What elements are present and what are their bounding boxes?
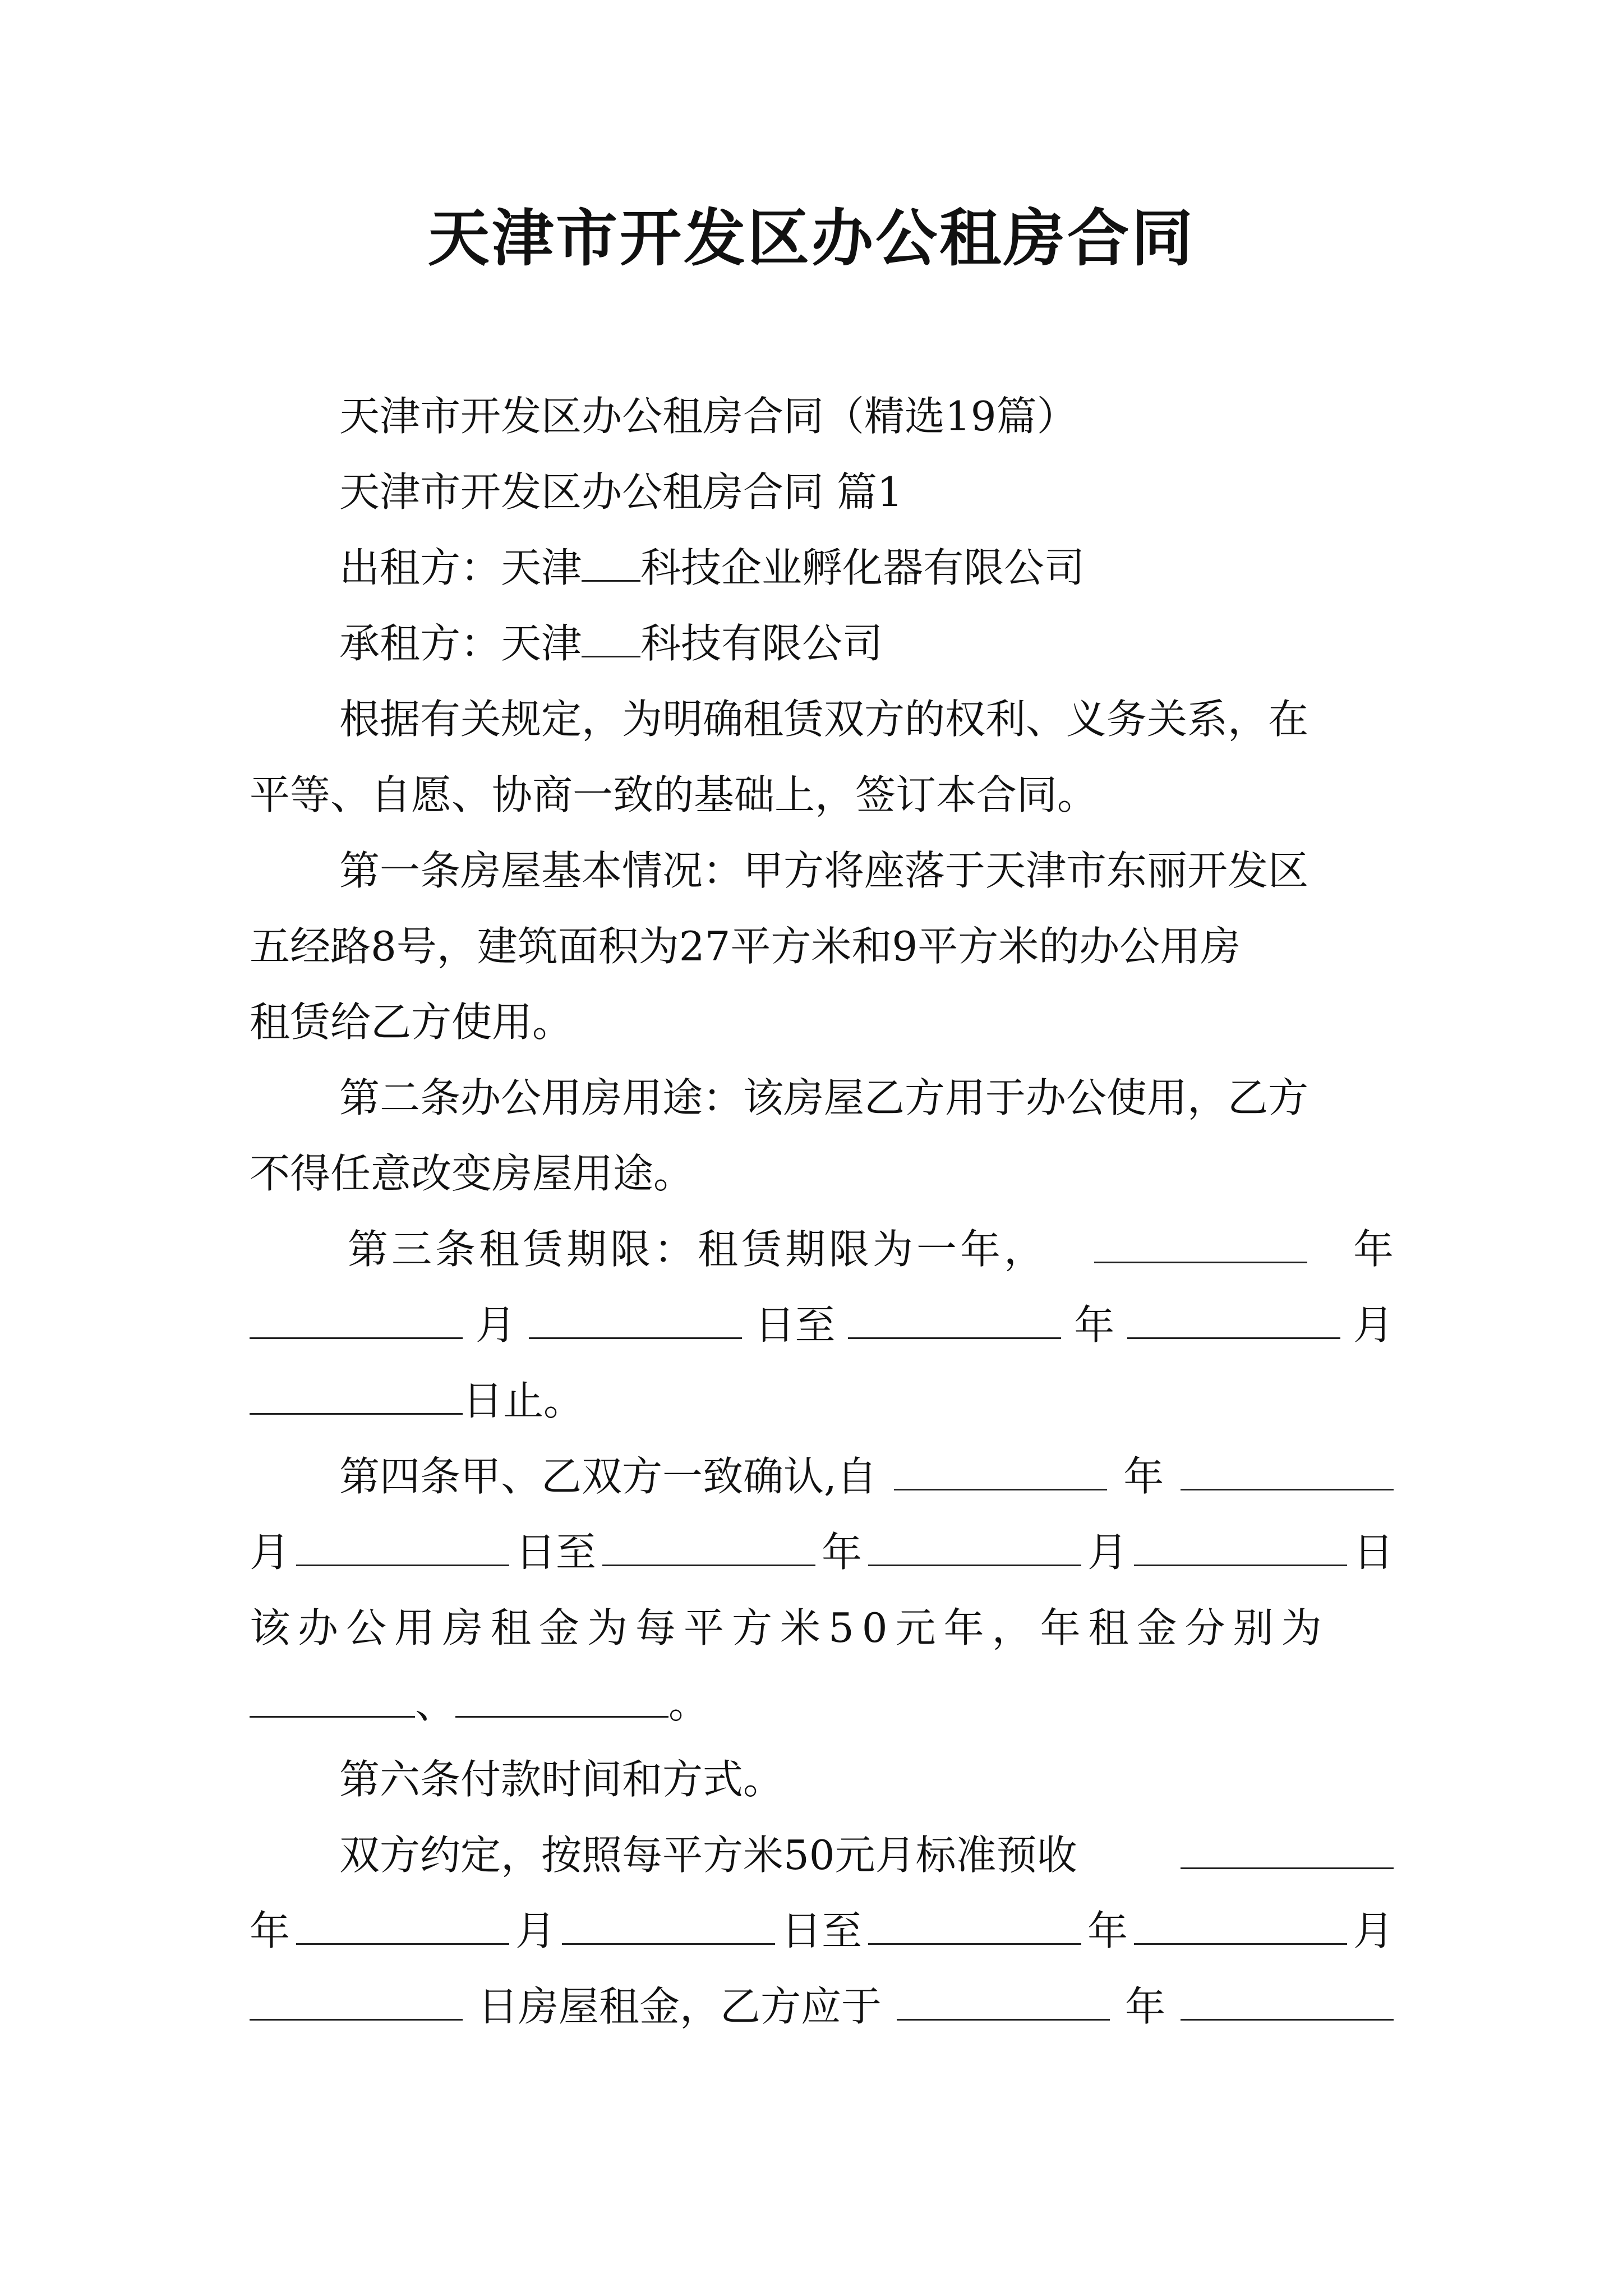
rent-end-month-blank (868, 1525, 1081, 1566)
prepay-end-month-blank (1134, 1904, 1347, 1945)
annual-rent-2-blank (455, 1677, 668, 1718)
rent-end-day-blank (1134, 1525, 1347, 1566)
rent-end-year-blank (602, 1525, 815, 1566)
lessor-line: 出租方：天津 科技企业孵化器有限公司 (250, 540, 1394, 596)
article4-line-1: 第四条甲、乙双方一致确认,自 年 (250, 1448, 1394, 1504)
article1-line-1: 第一条房屋基本情况：甲方将座落于天津市东丽开发区 (339, 847, 1309, 894)
prepay-start-month-blank (562, 1904, 775, 1945)
prepay-start-year-blank (296, 1904, 509, 1945)
annual-rent-1-blank (250, 1677, 415, 1718)
article3-line-2: 月 日至 年 月 (250, 1297, 1394, 1353)
end-month-blank (1127, 1298, 1340, 1339)
article6-title: 第六条付款时间和方式。 (339, 1756, 784, 1803)
lessee-name-blank (582, 616, 640, 657)
article1-line-3: 租赁给乙方使用。 (250, 999, 573, 1046)
article6-line-3: 日房屋租金，乙方应于 年 (250, 1978, 1394, 2035)
article2-line-2: 不得任意改变房屋用途。 (250, 1150, 694, 1197)
article6-line-1: 双方约定，按照每平方米50元月标准预收 (250, 1827, 1394, 1883)
end-day-blank (250, 1374, 463, 1415)
lessee-line: 承租方：天津 科技有限公司 (250, 615, 1394, 671)
intro-line-2: 平等、自愿、协商一致的基础上，签订本合同。 (250, 771, 1098, 818)
pay-month-blank (1181, 1980, 1394, 2021)
article4-line-4: 、 。 (250, 1676, 1394, 1732)
start-year-blank (1094, 1222, 1307, 1263)
start-month-blank (250, 1298, 463, 1339)
end-year-blank (848, 1298, 1061, 1339)
document-title: 天津市开发区办公租房合同 (428, 202, 1195, 274)
rent-start-day-blank (296, 1525, 509, 1566)
prepay-end-day-blank (250, 1980, 463, 2021)
lessor-name-blank (582, 541, 640, 582)
article1-line-2: 五经路8号，建筑面积为27平方米和9平方米的办公用房 (250, 923, 1241, 970)
article3-line-1: 第三条租赁期限：租赁期限为一年， 年 (250, 1221, 1394, 1277)
article2-line-1: 第二条办公用房用途：该房屋乙方用于办公使用，乙方 (339, 1074, 1309, 1121)
article6-line-2: 年 月 日至 年 月 (250, 1903, 1394, 1959)
article4-line-2: 月 日至 年 月 日 (250, 1524, 1394, 1580)
intro-line-1: 根据有关规定，为明确租赁双方的权利、义务关系，在 (339, 696, 1309, 743)
collection-line: 天津市开发区办公租房合同（精选19篇） (339, 393, 1077, 440)
start-day-blank (529, 1298, 742, 1339)
prepay-end-year-blank (868, 1904, 1081, 1945)
article4-line-3: 该办公用房租金为每平方米50元年，年租金分别为 (250, 1604, 1330, 1651)
part-heading: 天津市开发区办公租房合同 篇1 (339, 468, 903, 516)
rent-start-month-blank (1181, 1450, 1394, 1490)
pay-year-blank (897, 1980, 1110, 2021)
article3-line-3: 日止。 (250, 1373, 1394, 1429)
rent-start-year-blank (894, 1450, 1107, 1490)
prepay-blank (1181, 1828, 1394, 1869)
